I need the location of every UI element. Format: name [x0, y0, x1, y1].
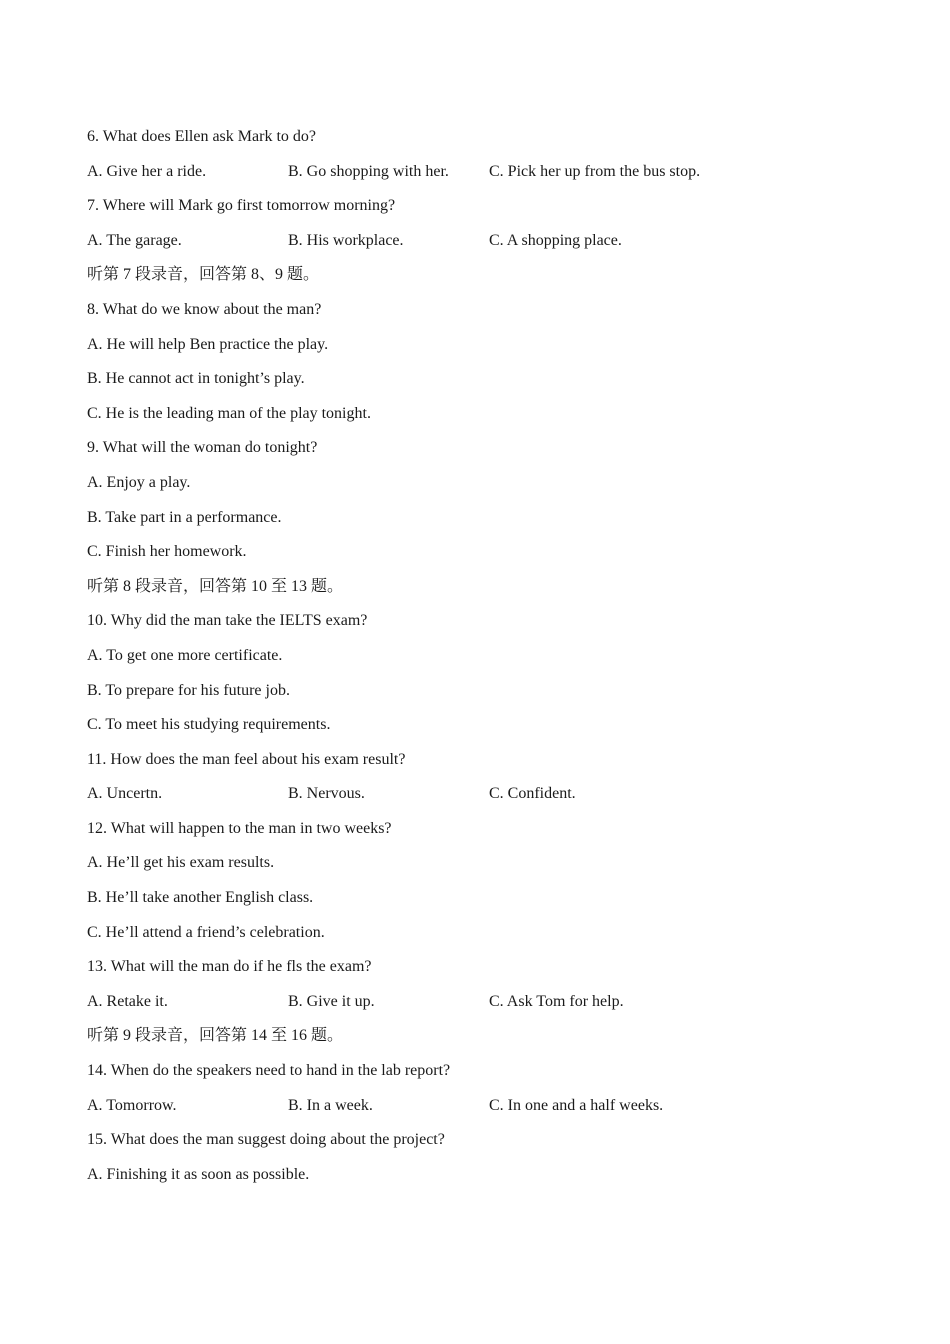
- question-11: 11. How does the man feel about his exam result?: [87, 750, 406, 768]
- exam-page: [87, 120, 887, 1192]
- question-15: 15. What does the man suggest doing about the project?: [87, 1131, 445, 1149]
- option-b: B. Give it up.: [288, 992, 375, 1010]
- option-12a: A. He’ll get his exam results.: [87, 854, 275, 872]
- option-9a: A. Enjoy a play.: [87, 473, 191, 491]
- question-13: 13. What will the man do if he fls the exam?: [87, 958, 372, 976]
- section-header-7: 听第 7 段录音，回答第 8、9 题。: [87, 266, 320, 284]
- option-8b: B. He cannot act in tonight’s play.: [87, 370, 305, 388]
- options-6: [87, 155, 887, 190]
- question-7: 7. Where will Mark go first tomorrow morning?: [87, 197, 396, 215]
- option-a: A. Retake it.: [87, 992, 168, 1010]
- option-a: A. Give her a ride.: [87, 162, 207, 180]
- option-10b: B. To prepare for his future job.: [87, 681, 290, 699]
- option-12b: B. He’ll take another English class.: [87, 889, 314, 907]
- question-8: 8. What do we know about the man?: [87, 300, 322, 318]
- option-b: B. In a week.: [288, 1096, 373, 1114]
- options-14: [87, 1089, 887, 1124]
- option-9b: B. Take part in a performance.: [87, 508, 282, 526]
- option-c: C. Pick her up from the bus stop.: [489, 162, 701, 180]
- section-header-9: 听第 9 段录音，回答第 14 至 16 题。: [87, 1027, 344, 1045]
- options-13: [87, 985, 887, 1020]
- option-8a: A. He will help Ben practice the play.: [87, 335, 329, 353]
- option-9c: C. Finish her homework.: [87, 543, 247, 561]
- option-15a: A. Finishing it as soon as possible.: [87, 1165, 310, 1183]
- options-11: [87, 777, 887, 812]
- option-c: C. In one and a half weeks.: [489, 1096, 664, 1114]
- section-header-8: 听第 8 段录音，回答第 10 至 13 题。: [87, 577, 344, 595]
- option-8c: C. He is the leading man of the play tonight.: [87, 404, 371, 422]
- option-a: A. Uncertn.: [87, 785, 163, 803]
- option-b: B. Nervous.: [288, 785, 365, 803]
- question-9: 9. What will the woman do tonight?: [87, 439, 318, 457]
- option-a: A. Tomorrow.: [87, 1096, 177, 1114]
- option-a: A. The garage.: [87, 231, 182, 249]
- option-10a: A. To get one more certificate.: [87, 646, 283, 664]
- options-7: [87, 224, 887, 259]
- question-12: 12. What will happen to the man in two weeks?: [87, 819, 392, 837]
- question-14: 14. When do the speakers need to hand in the lab report?: [87, 1062, 451, 1080]
- option-c: C. Confident.: [489, 785, 576, 803]
- option-b: B. Go shopping with her.: [288, 162, 449, 180]
- option-c: C. Ask Tom for help.: [489, 992, 624, 1010]
- option-c: C. A shopping place.: [489, 231, 622, 249]
- option-b: B. His workplace.: [288, 231, 404, 249]
- option-12c: C. He’ll attend a friend’s celebration.: [87, 923, 325, 941]
- option-10c: C. To meet his studying requirements.: [87, 716, 331, 734]
- question-10: 10. Why did the man take the IELTS exam?: [87, 612, 368, 630]
- question-6: 6. What does Ellen ask Mark to do?: [87, 128, 316, 145]
